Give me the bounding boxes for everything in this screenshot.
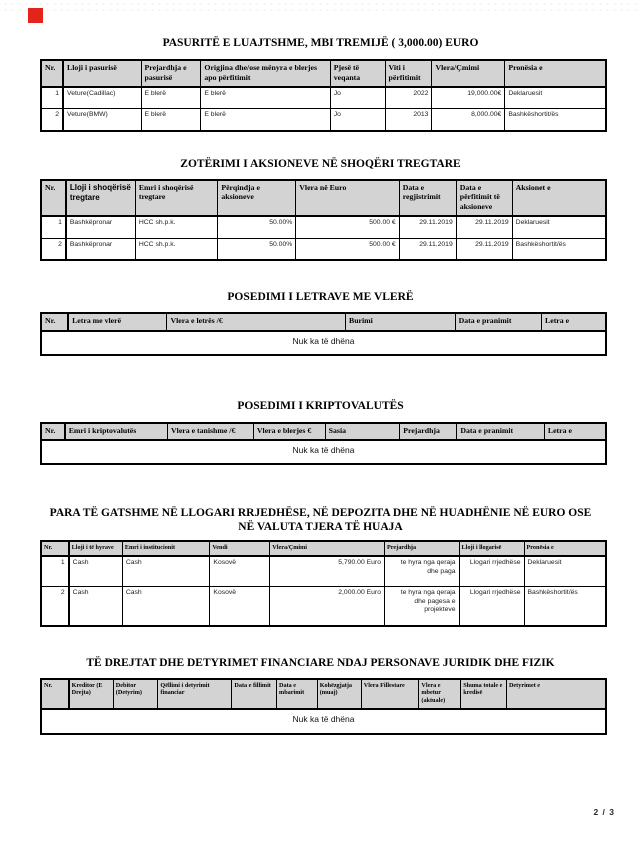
table-cell: E blerë <box>201 87 330 109</box>
header-row <box>41 313 606 330</box>
table-cell: Cash <box>122 587 210 626</box>
no-data-text: Nuk ka të dhëna <box>41 331 606 356</box>
header-row <box>41 180 606 216</box>
table-cell: Veture(Cadillac) <box>63 87 141 109</box>
no-data-text: Nuk ka të dhëna <box>41 440 606 465</box>
column-header: Nr. <box>41 180 66 216</box>
column-header: Debitor (Detyrim) <box>113 679 158 709</box>
header-row <box>41 60 606 87</box>
table-cell: te hyra nga qeraja dhe paga <box>384 556 459 586</box>
financial-obligations-table <box>40 678 607 735</box>
table-cell: 2 <box>41 587 69 626</box>
column-header: Nr. <box>41 541 69 556</box>
column-header: Viti i përfitimit <box>385 60 432 87</box>
column-header: Qëllimi i detyrimit financiar <box>158 679 232 709</box>
column-header: Nr. <box>41 679 69 709</box>
column-header: Emri i institucionit <box>122 541 210 556</box>
table-cell: Llogari rrjedhëse <box>459 587 524 626</box>
empty-row <box>41 440 606 465</box>
table-cell: Cash <box>69 556 123 586</box>
section-cash-accounts <box>0 507 641 626</box>
table-row <box>41 216 606 238</box>
column-header: Lloji i të hyrave <box>69 541 123 556</box>
table-cell: te hyra nga qeraja dhe pagesa e projekteve <box>384 587 459 626</box>
column-header: Data e mbarimit <box>277 679 318 709</box>
section-title: PASURITË E LUAJTSHME, MBI TREMIJË ( 3,000.00) EURO <box>162 37 479 49</box>
section-title: PARA TË GATSHME NË LLOGARI RRJEDHËSE, NË DEPOZITA DHE NË HUADHËNIE NË EURO OSE NË VALUTA TJERA TË HUAJA <box>49 507 592 533</box>
column-header: Vlera e tanishme /€ <box>168 423 254 440</box>
table-cell: 50.00% <box>218 238 296 260</box>
table-cell: 50.00% <box>218 216 296 238</box>
empty-row <box>41 331 606 356</box>
securities-table <box>40 312 607 356</box>
section-securities <box>0 291 641 356</box>
column-header: Letra e <box>542 313 606 330</box>
table-cell: 5,790.00 Euro <box>270 556 385 586</box>
table-cell: Bashkëpronar <box>66 238 135 260</box>
table-cell: Veture(BMW) <box>63 109 141 131</box>
empty-row <box>41 709 606 734</box>
column-header: Nr. <box>41 60 63 87</box>
table-cell: 2 <box>41 109 63 131</box>
movable-assets-table <box>40 59 607 132</box>
table-cell: 29.11.2019 <box>456 238 512 260</box>
column-header: Aksionet e <box>512 180 606 216</box>
column-header: Origjina dhe/ose mënyra e blerjes apo përfitimit <box>201 60 330 87</box>
column-header: Lloji i shoqërisë tregtare <box>66 180 135 216</box>
table-cell: 2013 <box>385 109 432 131</box>
column-header: Shuma totale e kredisë <box>461 679 507 709</box>
section-movable-assets <box>0 37 641 132</box>
table-cell: Bashkëpronar <box>66 216 135 238</box>
table-cell: E blerë <box>141 109 201 131</box>
column-header: Data e fillimit <box>232 679 277 709</box>
column-header: Vlera në Euro <box>296 180 399 216</box>
table-cell: Bashkëshortit/ës <box>524 587 606 626</box>
table-cell: HCC sh.p.k. <box>135 216 217 238</box>
table-cell: 2022 <box>385 87 432 109</box>
table-cell: 29.11.2019 <box>399 216 456 238</box>
column-header: Kreditor (E Drejta) <box>69 679 114 709</box>
column-header: Emri i shoqërisë tregtare <box>135 180 217 216</box>
table-cell: Kosovë <box>210 556 270 586</box>
table-cell: Llogari rrjedhëse <box>459 556 524 586</box>
column-header: Vlera e letrës /€ <box>167 313 346 330</box>
table-cell: 19,000.00€ <box>432 87 505 109</box>
header-row <box>41 541 606 556</box>
table-cell: Cash <box>122 556 210 586</box>
table-row <box>41 87 606 109</box>
column-header: Vlera e blerjes € <box>253 423 325 440</box>
table-cell: 500.00 € <box>296 216 399 238</box>
column-header: Vlera Fillestare <box>361 679 419 709</box>
table-cell: 29.11.2019 <box>456 216 512 238</box>
column-header: Kohëzgjatja (muaj) <box>317 679 361 709</box>
column-header: Prejardhja <box>400 423 457 440</box>
page-number: 2 / 3 <box>593 807 615 817</box>
section-cryptocurrency <box>0 400 641 465</box>
column-header: Sasia <box>325 423 400 440</box>
no-data-text: Nuk ka të dhëna <box>41 709 606 734</box>
column-header: Vlera e mbetur (aktuale) <box>419 679 461 709</box>
section-title: POSEDIMI I KRIPTOVALUTËS <box>237 400 404 413</box>
table-cell: Deklaruesit <box>524 556 606 586</box>
table-cell: HCC sh.p.k. <box>135 238 217 260</box>
table-cell: 2,000.00 Euro <box>270 587 385 626</box>
column-header: Emri i kriptovalutës <box>65 423 168 440</box>
table-cell: E blerë <box>201 109 330 131</box>
cryptocurrency-table <box>40 422 607 466</box>
table-cell: Jo <box>330 87 385 109</box>
table-row <box>41 238 606 260</box>
column-header: Pronësia e <box>524 541 606 556</box>
table-cell: Bashkëshortit/ës <box>505 109 606 131</box>
column-header: Prejardhja <box>384 541 459 556</box>
cash-accounts-table <box>40 540 607 627</box>
column-header: Data e regjistrimit <box>399 180 456 216</box>
column-header: Prejardhja e pasurisë <box>141 60 201 87</box>
table-cell: Bashkëshortit/ës <box>512 238 606 260</box>
table-cell: Kosovë <box>210 587 270 626</box>
column-header: Detyrimet e <box>506 679 606 709</box>
column-header: Nr. <box>41 313 68 330</box>
table-cell: 2 <box>41 238 66 260</box>
table-cell: Jo <box>330 109 385 131</box>
column-header: Pronësia e <box>505 60 606 87</box>
column-header: Vlera/Çmimi <box>270 541 385 556</box>
column-header: Data e pranimit <box>457 423 545 440</box>
column-header: Vlera/Çmimi <box>432 60 505 87</box>
column-header: Letra me vlerë <box>68 313 167 330</box>
section-company-shares <box>0 158 641 261</box>
section-financial-obligations <box>0 657 641 735</box>
column-header: Lloji i pasurisë <box>63 60 141 87</box>
column-header: Letra e <box>544 423 606 440</box>
column-header: Vendi <box>210 541 270 556</box>
table-row <box>41 109 606 131</box>
table-row <box>41 556 606 586</box>
header-row <box>41 679 606 709</box>
table-cell: 1 <box>41 216 66 238</box>
table-cell: Cash <box>69 587 123 626</box>
column-header: Data e përfitimit të aksioneve <box>456 180 512 216</box>
table-row <box>41 587 606 626</box>
table-cell: 1 <box>41 87 63 109</box>
column-header: Pjesë të veqanta <box>330 60 385 87</box>
table-cell: Deklaruesit <box>505 87 606 109</box>
table-cell: 8,000.00€ <box>432 109 505 131</box>
company-shares-table <box>40 179 607 261</box>
section-title: POSEDIMI I LETRAVE ME VLERË <box>227 291 414 304</box>
table-cell: 500.00 € <box>296 238 399 260</box>
column-header: Nr. <box>41 423 65 440</box>
section-title: TË DREJTAT DHE DETYRIMET FINANCIARE NDAJ PERSONAVE JURIDIK DHE FIZIK <box>86 656 555 669</box>
section-title: ZOTËRIMI I AKSIONEVE NË SHOQËRI TREGTARE <box>180 157 461 170</box>
table-cell: 29.11.2019 <box>399 238 456 260</box>
column-header: Përqindja e aksioneve <box>218 180 296 216</box>
column-header: Burimi <box>346 313 456 330</box>
table-cell: E blerë <box>141 87 201 109</box>
header-row <box>41 423 606 440</box>
column-header: Lloji i llogarisë <box>459 541 524 556</box>
column-header: Data e pranimit <box>455 313 541 330</box>
table-cell: Deklaruesit <box>512 216 606 238</box>
table-cell: 1 <box>41 556 69 586</box>
